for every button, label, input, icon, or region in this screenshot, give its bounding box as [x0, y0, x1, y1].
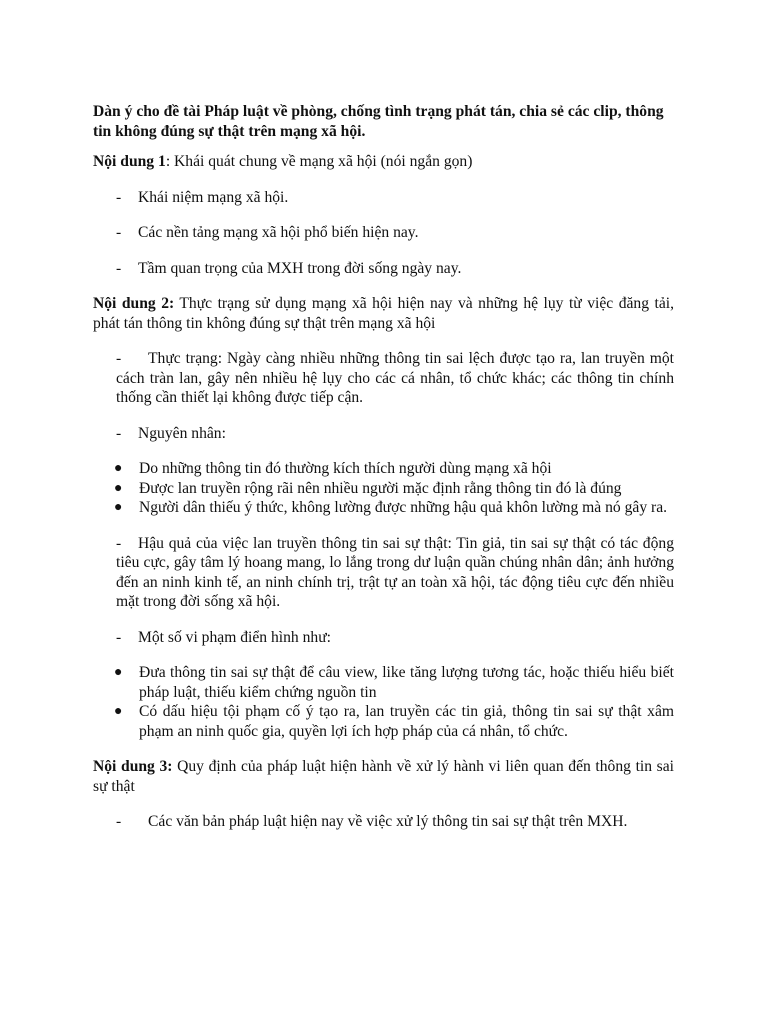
section-1-heading	[93, 152, 674, 172]
dash-marker: -	[116, 813, 122, 830]
list-item: ● Do những thông tin đó thường kích thích người dùng mạng xã hội	[114, 460, 552, 477]
dash-marker: -	[116, 350, 122, 367]
vi-pham-list	[93, 663, 674, 741]
list-item: ● Được lan truyền rộng rãi nên nhiều người mặc định rằng thông tin đó là đúng	[114, 479, 622, 497]
list-item: ● Đưa thông tin sai sự thật để câu view, like tăng lượng tương tác, hoặc thiếu hiểu biết pháp luật, thiếu kiểm chứng nguồn tin	[114, 664, 674, 701]
list-item: ● Có dấu hiệu tội phạm cố ý tạo ra, lan truyền các tin giả, thông tin sai sự thật xâm phạm an ninh quốc gia, quyền lợi ích hợp pháp của cá nhân, tổ chức.	[114, 703, 674, 740]
bullet-icon: ●	[114, 461, 123, 476]
section-3-text: Quy định của pháp luật hiện hành về xử lý hành vi liên quan đến thông tin sai sự thật	[93, 758, 674, 795]
dash-marker: -	[116, 188, 122, 206]
bullet-icon: ●	[114, 704, 123, 719]
dash-marker: -	[116, 259, 122, 277]
dash-marker: -	[116, 534, 122, 552]
section-3-label: Nội dung 3:	[93, 758, 173, 775]
section-2-thuc-trang: - Thực trạng: Ngày càng nhiều những thông tin sai lệch được tạo ra, lan truyền một cách tràn lan, gây nên nhiều hệ lụy cho các cá nhân, tổ chức khác; các thông tin chính thống cần thiết lại không được tiếp cận.	[116, 350, 674, 406]
section-2-nguyen-nhan: - Nguyên nhân:	[116, 424, 226, 442]
section-2-hau-qua: - Hậu quả của việc lan truyền thông tin sai sự thật: Tin giả, tin sai sự thật có tác động tiêu cực, gây tâm lý hoang mang, lo lắng trong dư luận quần chúng nhân dân; ảnh hưởng đến an ninh kinh tế, an ninh chính trị, trật tự an toàn xã hội, tác động tiêu cực đến nhiều mặt trong đời sống xã hội.	[116, 534, 674, 610]
section-1-label: Nội dung 1	[93, 153, 166, 170]
bullet-icon: ●	[114, 500, 123, 515]
dash-marker: -	[116, 628, 122, 646]
section-2-text: Thực trạng sử dụng mạng xã hội hiện nay và những hệ lụy từ việc đăng tải, phát tán thông tin không đúng sự thật trên mạng xã hội	[93, 295, 674, 332]
list-item: ● Người dân thiếu ý thức, không lường được những hậu quả khôn lường mà nó gây ra.	[114, 499, 668, 516]
section-2-label: Nội dung 2:	[93, 295, 175, 312]
section-2-heading	[93, 294, 674, 333]
dash-marker: -	[116, 424, 122, 442]
section-1-item-3: - Tầm quan trọng của MXH trong đời sống ngày nay.	[116, 259, 462, 277]
section-1-item-1: - Khái niệm mạng xã hội.	[116, 188, 289, 206]
bullet-icon: ●	[114, 665, 123, 680]
section-3-item: - Các văn bản pháp luật hiện nay về việc xử lý thông tin sai sự thật trên MXH.	[116, 813, 628, 830]
nguyen-nhan-list	[93, 459, 674, 518]
section-1-text: : Khái quát chung về mạng xã hội (nói ngắn gọn)	[165, 153, 473, 170]
dash-marker: -	[116, 224, 122, 241]
section-1-item-2: - Các nền tảng mạng xã hội phổ biến hiện nay.	[116, 224, 419, 241]
document-title: Dàn ý cho đề tài Pháp luật về phòng, chống tình trạng phát tán, chia sẻ các clip, thông tin không đúng sự thật trên mạng xã hội.	[93, 103, 664, 140]
bullet-icon: ●	[114, 480, 123, 496]
section-3-heading	[93, 757, 674, 796]
section-2-vi-pham: - Một số vi phạm điển hình như:	[116, 628, 331, 646]
